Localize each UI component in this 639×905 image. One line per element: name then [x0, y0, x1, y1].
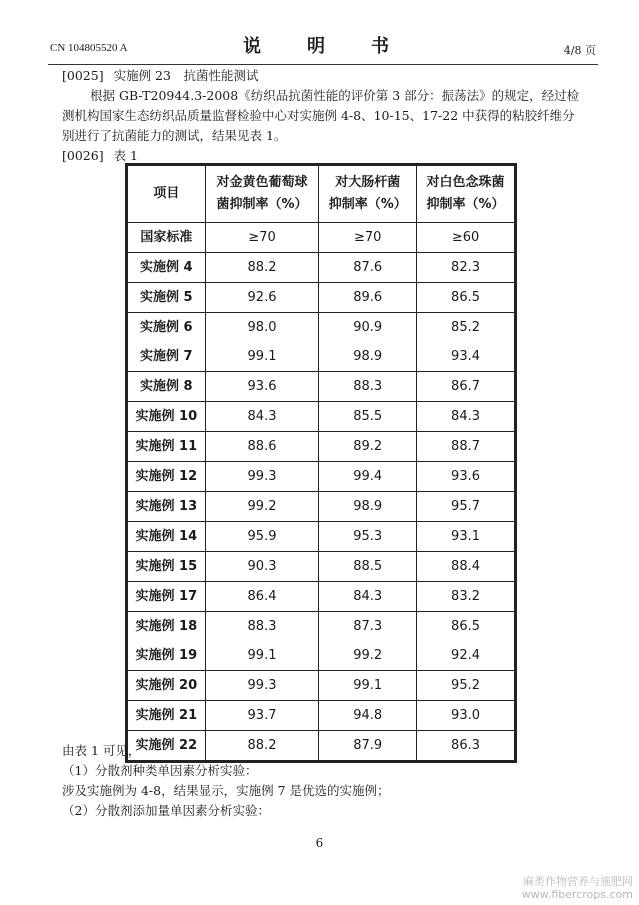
value-cell [205, 612, 319, 671]
row-label-cell [127, 313, 206, 372]
row-label: 实施例 4 [140, 260, 193, 275]
table-row [127, 582, 516, 612]
cell-value: 89.2 [353, 439, 383, 454]
cell-value: 88.7 [451, 439, 480, 454]
cell-value: 99.3 [247, 469, 277, 484]
value-cell [319, 283, 417, 313]
cell-value: 93.4 [451, 349, 480, 364]
column-header-line: 菌抑制率（%） [216, 197, 308, 212]
value-cell [319, 462, 417, 492]
cell-value: 99.1 [247, 648, 277, 663]
value-cell [205, 671, 319, 701]
row-label: 实施例 10 [135, 409, 198, 424]
document-title: 说 明 书 [243, 36, 403, 57]
cell-value: 88.2 [247, 260, 277, 275]
table-caption: 表 1 [113, 148, 139, 163]
cell-value: ≥70 [354, 230, 382, 245]
para-label: [0025] [62, 68, 104, 83]
row-label-cell [127, 223, 206, 253]
value-cell [319, 432, 417, 462]
value-cell [417, 253, 516, 283]
cell-value: 95.7 [451, 499, 480, 514]
value-cell [417, 432, 516, 462]
header-row [127, 165, 516, 223]
value-cell [205, 313, 319, 372]
value-cell [205, 283, 319, 313]
table-row [127, 462, 516, 492]
page-indicator: 4/8 页 [563, 44, 596, 57]
table-row [127, 223, 516, 253]
table-row [127, 671, 516, 701]
cell-value: 94.8 [353, 708, 383, 723]
cell-value: 85.2 [451, 320, 480, 335]
row-label: 实施例 18 [135, 619, 198, 634]
row-label: 实施例 14 [135, 529, 198, 544]
watermark-line-1: 麻类作物营养与施肥网 [523, 875, 633, 888]
cell-value: 87.3 [353, 619, 383, 634]
value-cell [319, 223, 417, 253]
row-label: 实施例 5 [140, 290, 193, 305]
watermark-line-2: www.fibercrops.com [521, 888, 633, 901]
value-cell [319, 671, 417, 701]
cell-value: 95.9 [247, 529, 277, 544]
row-label-cell [127, 612, 206, 671]
column-header [319, 165, 417, 223]
cell-value: 92.4 [451, 648, 480, 663]
value-cell [205, 552, 319, 582]
cell-value: 99.2 [353, 648, 383, 663]
value-cell [417, 402, 516, 432]
cell-value: 88.3 [353, 379, 383, 394]
value-cell [205, 522, 319, 552]
table-header [127, 165, 516, 223]
cell-value: 84.3 [451, 409, 480, 424]
row-label: 国家标准 [140, 230, 193, 245]
cell-value: 86.3 [451, 738, 480, 753]
cell-value: 93.0 [451, 708, 480, 723]
cell-value: 88.3 [247, 619, 277, 634]
value-cell [205, 492, 319, 522]
column-header-line: 抑制率（%） [426, 197, 505, 212]
row-label-cell [127, 492, 206, 522]
para-label: [0026] [62, 148, 104, 163]
value-cell [417, 612, 516, 671]
row-label-cell [127, 701, 206, 731]
table-row [127, 432, 516, 462]
cell-value: 90.9 [353, 320, 383, 335]
cell-value: 86.5 [451, 619, 480, 634]
cell-value: 86.5 [451, 290, 480, 305]
table-row [127, 283, 516, 313]
para-0025-body: 根据 GB-T20944.3-2008《纺织品抗菌性能的评价第 3 部分：振荡法》的规定，经过检测机构国家生态纺织品质量监督检验中心对实施例 4-8、10-15、17-22 中获得的粘胶纤维分别进行了抗菌能力的测试，结果见表 1。 [62, 88, 580, 143]
value-cell [205, 582, 319, 612]
row-label: 实施例 21 [135, 708, 198, 723]
cell-value: 83.2 [451, 589, 480, 604]
cell-value: 99.1 [247, 349, 277, 364]
cell-value: 98.9 [353, 499, 383, 514]
row-label-cell [127, 432, 206, 462]
value-cell [319, 612, 417, 671]
value-cell [417, 372, 516, 402]
column-header [417, 165, 516, 223]
value-cell [319, 522, 417, 552]
table-row [127, 522, 516, 552]
cell-value: 88.6 [247, 439, 277, 454]
value-cell [205, 462, 319, 492]
value-cell [319, 552, 417, 582]
value-cell [417, 313, 516, 372]
value-cell [417, 223, 516, 253]
value-cell [417, 671, 516, 701]
cell-value: 95.3 [353, 529, 383, 544]
cell-value: 99.4 [353, 469, 383, 484]
after-line-3: 涉及实施例为 4-8，结果显示，实施例 7 是优选的实施例； [62, 783, 390, 798]
row-label: 实施例 11 [135, 439, 198, 454]
column-header [205, 165, 319, 223]
row-label-cell [127, 402, 206, 432]
after-line-4: （2）分散剂添加量单因素分析实验： [62, 803, 270, 818]
row-label: 实施例 6 [140, 320, 193, 335]
table-row [127, 253, 516, 283]
table-row [127, 612, 516, 671]
row-label: 实施例 20 [135, 678, 198, 693]
row-label-cell [127, 253, 206, 283]
cell-value: 99.2 [247, 499, 277, 514]
table-body [127, 223, 516, 762]
row-label: 实施例 22 [135, 738, 198, 753]
cell-value: 93.7 [247, 708, 277, 723]
row-label: 实施例 19 [135, 648, 198, 663]
cell-value: 86.4 [247, 589, 277, 604]
cell-value: 99.3 [247, 678, 277, 693]
para-0025-heading [62, 66, 582, 86]
column-header-line: 抑制率（%） [328, 197, 407, 212]
column-header [127, 165, 206, 223]
cell-value: ≥60 [451, 230, 480, 245]
cell-value: 88.4 [451, 559, 480, 574]
row-label-cell [127, 552, 206, 582]
value-cell [319, 701, 417, 731]
value-cell [417, 582, 516, 612]
row-label-cell [127, 671, 206, 701]
cell-value: 82.3 [451, 260, 480, 275]
value-cell [417, 462, 516, 492]
value-cell [417, 522, 516, 552]
value-cell [417, 701, 516, 731]
value-cell [205, 701, 319, 731]
value-cell [319, 402, 417, 432]
value-cell [319, 372, 417, 402]
cell-value: 98.0 [247, 320, 277, 335]
section-heading: 实施例 23 抗菌性能测试 [113, 68, 259, 83]
value-cell [205, 223, 319, 253]
value-cell [205, 372, 319, 402]
column-header-line: 对白色念珠菌 [426, 175, 505, 190]
document-header [48, 28, 598, 65]
table-row [127, 372, 516, 402]
cell-value: 98.9 [353, 349, 383, 364]
page-number: 6 [315, 836, 324, 850]
cell-value: 93.1 [451, 529, 480, 544]
cell-value: 95.2 [451, 678, 480, 693]
value-cell [319, 313, 417, 372]
cell-value: 87.6 [353, 260, 383, 275]
value-cell [417, 283, 516, 313]
cell-value: 87.9 [353, 738, 383, 753]
watermark [522, 875, 633, 901]
value-cell [319, 492, 417, 522]
row-label: 实施例 8 [140, 379, 193, 394]
row-label: 实施例 13 [135, 499, 198, 514]
cell-value: 84.3 [247, 409, 277, 424]
column-header-line: 对金黄色葡萄球 [216, 175, 308, 190]
antibacterial-results-table [125, 163, 517, 763]
patent-number: CN 104805520 A [50, 42, 128, 54]
cell-value: 99.1 [353, 678, 383, 693]
value-cell [205, 432, 319, 462]
row-label: 实施例 12 [135, 469, 198, 484]
value-cell [417, 492, 516, 522]
cell-value: 90.3 [247, 559, 277, 574]
row-label-cell [127, 462, 206, 492]
row-label: 实施例 17 [135, 589, 198, 604]
table-row [127, 701, 516, 731]
cell-value: 88.5 [353, 559, 383, 574]
after-line-1: 由表 1 可见， [62, 743, 141, 758]
column-header-line: 项目 [153, 186, 180, 201]
row-label: 实施例 7 [140, 349, 193, 364]
cell-value: 85.5 [353, 409, 383, 424]
row-label-cell [127, 582, 206, 612]
column-header-line: 对大肠杆菌 [335, 175, 401, 190]
table-row [127, 492, 516, 522]
table-row [127, 402, 516, 432]
row-label-cell [127, 522, 206, 552]
cell-value: 92.6 [247, 290, 277, 305]
table-row [127, 552, 516, 582]
value-cell [319, 253, 417, 283]
cell-value: 89.6 [353, 290, 383, 305]
cell-value: 88.2 [247, 738, 277, 753]
cell-value: 93.6 [451, 469, 480, 484]
value-cell [319, 582, 417, 612]
cell-value: ≥70 [248, 230, 276, 245]
row-label-cell [127, 372, 206, 402]
cell-value: 84.3 [353, 589, 383, 604]
row-label-cell [127, 283, 206, 313]
cell-value: 93.6 [247, 379, 277, 394]
row-label: 实施例 15 [135, 559, 198, 574]
after-line-2: （1）分散剂种类单因素分析实验： [62, 763, 258, 778]
value-cell [205, 253, 319, 283]
table-row [127, 313, 516, 372]
value-cell [417, 552, 516, 582]
value-cell [205, 402, 319, 432]
cell-value: 86.7 [451, 379, 480, 394]
